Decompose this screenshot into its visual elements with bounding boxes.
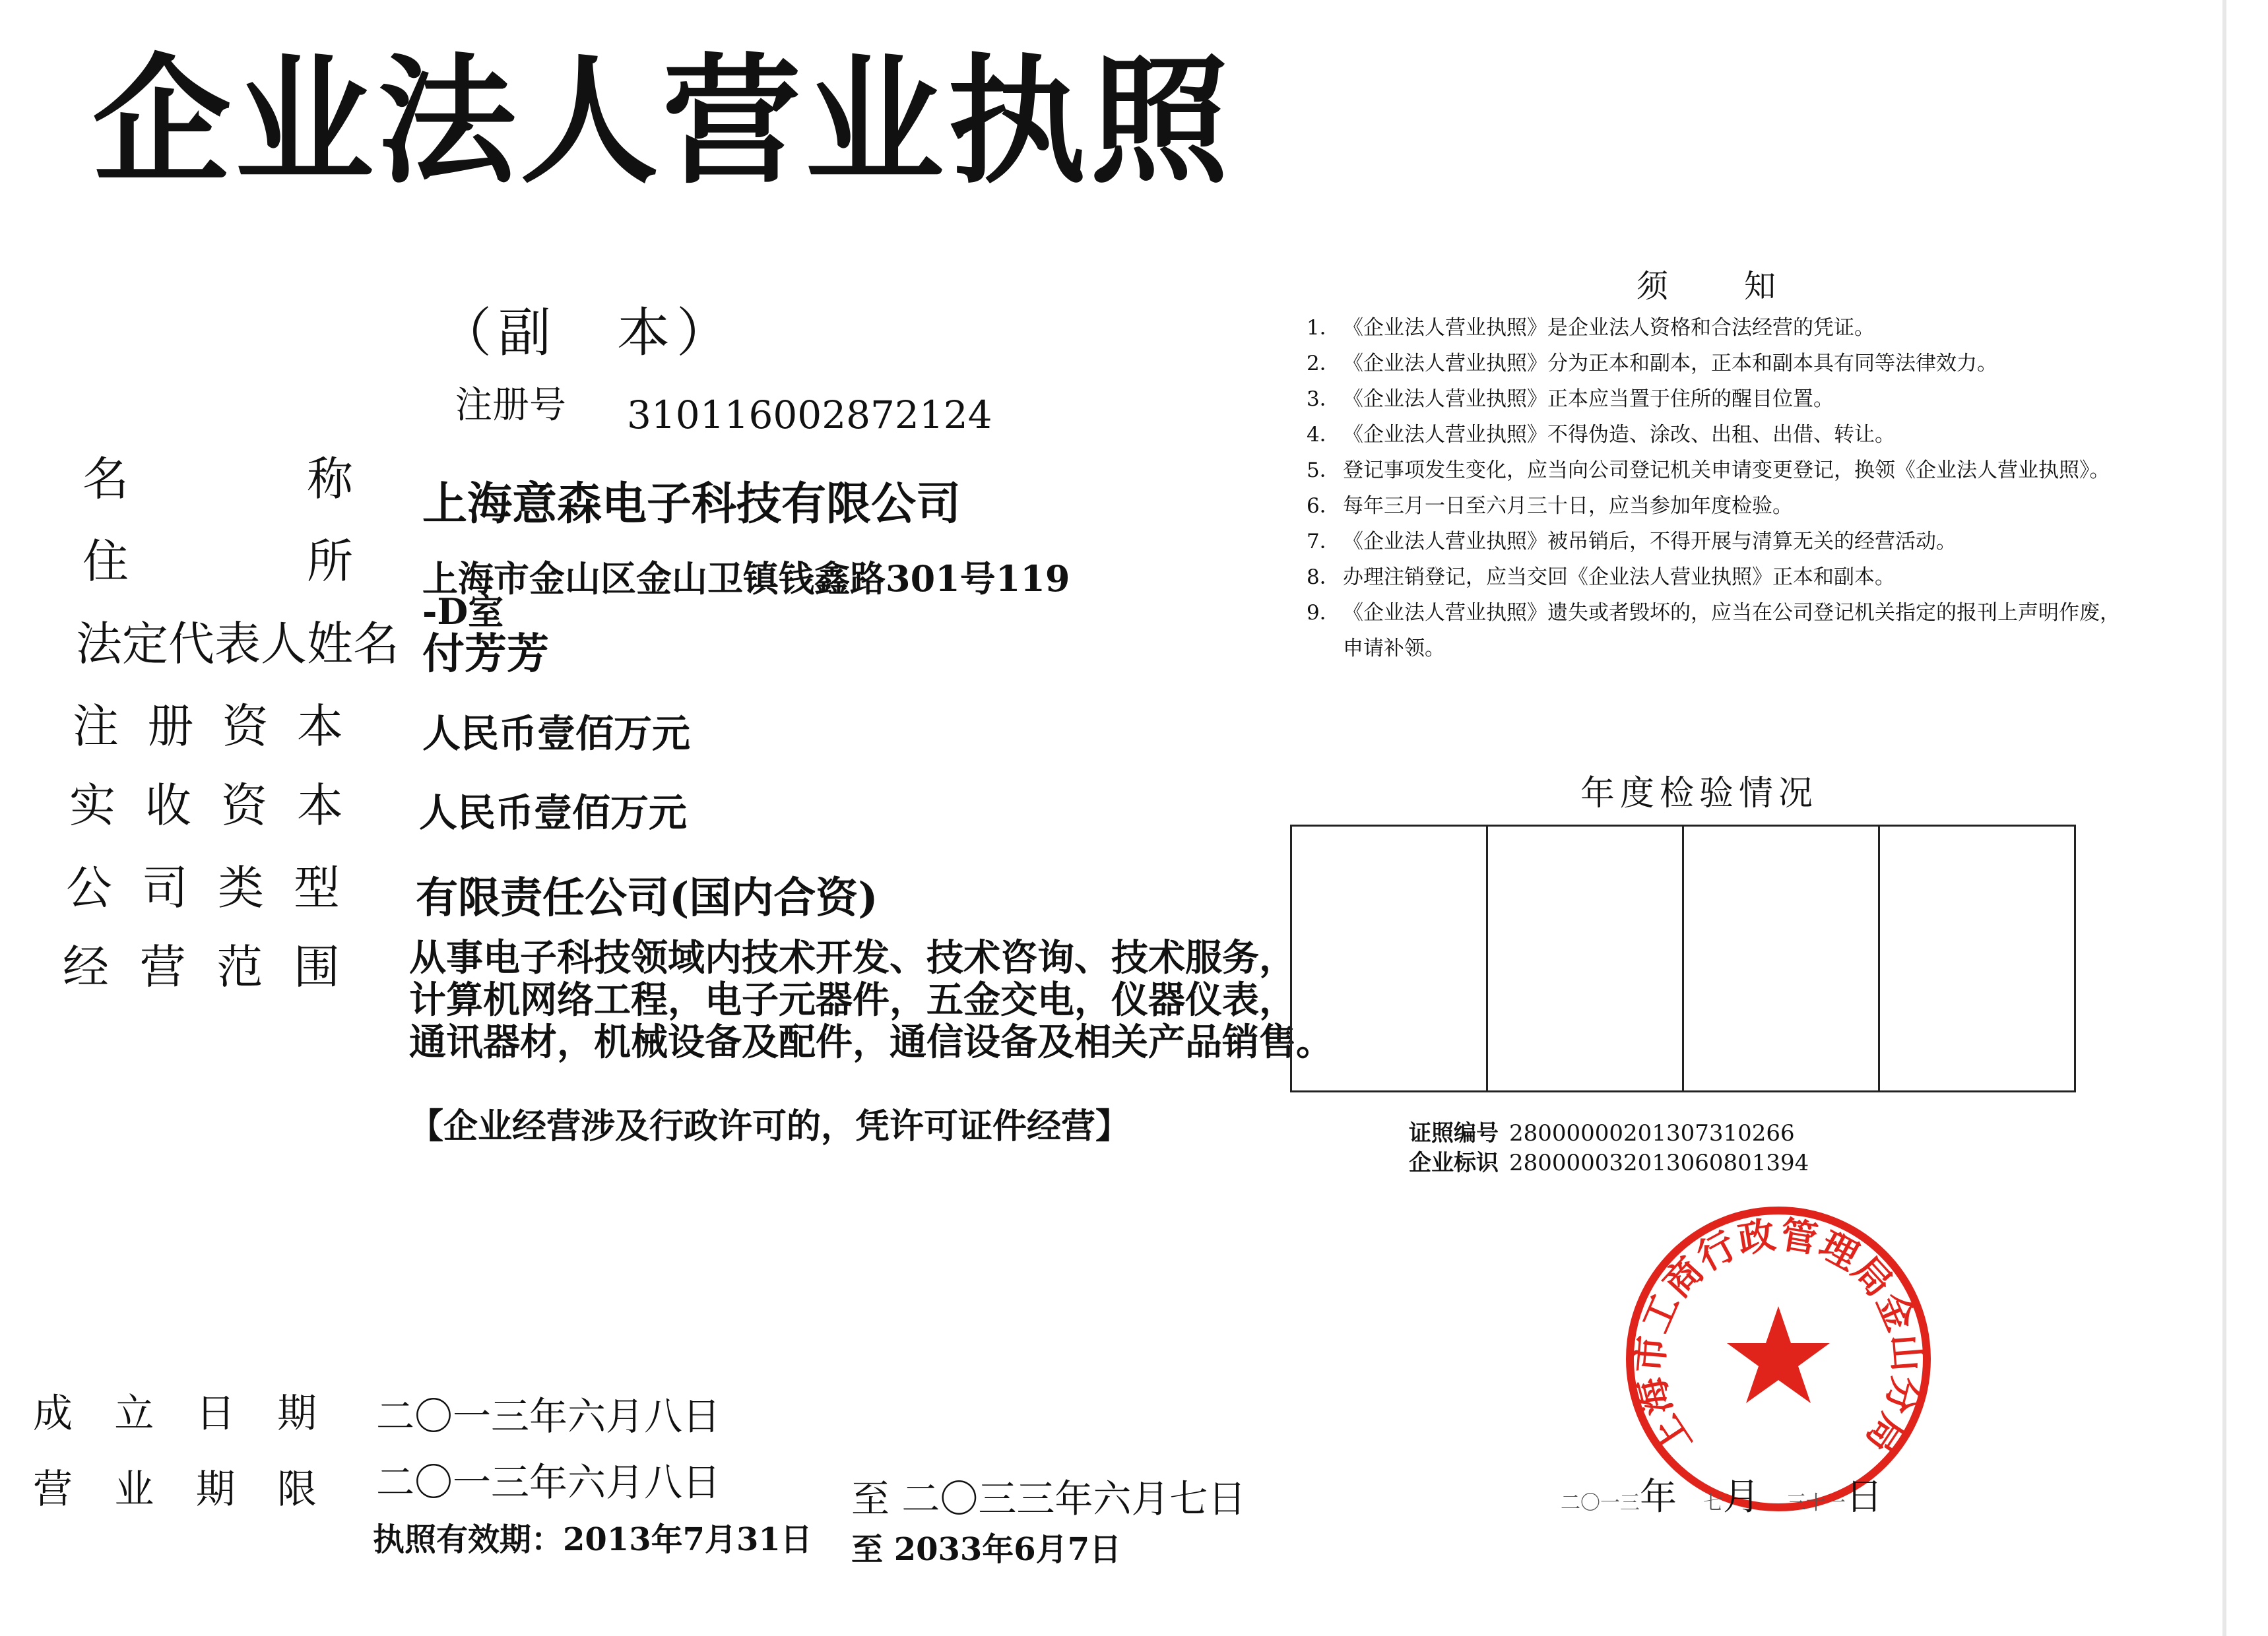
company-name: 上海意森电子科技有限公司	[422, 478, 961, 530]
notice-item	[1307, 346, 2131, 381]
registration-label: 注册号	[455, 384, 566, 427]
company-type: 有限责任公司(国内合资)	[416, 873, 878, 923]
notice-item-text: 《企业法人营业执照》遗失或者毁坏的，应当在公司登记机关指定的报刊上声明作废，申请补领。	[1343, 601, 2120, 660]
inspection-cell	[1684, 827, 1880, 1090]
notice-item-number: 5．	[1307, 458, 1340, 482]
license-note: 【企业经营涉及行政许可的，凭许可证件经营】	[409, 1106, 1130, 1147]
address-line-2: -D室	[422, 590, 504, 633]
address-label: 住 所	[82, 534, 353, 588]
annual-inspection-title: 年度检验情况	[1580, 774, 1819, 813]
notice-item-number: 2．	[1307, 352, 1340, 375]
term-from: 二〇一三年六月八日	[376, 1460, 721, 1505]
issue-year: 二〇一三	[1561, 1492, 1640, 1515]
notice-item	[1307, 417, 2131, 453]
copy-type: （副 本）	[439, 302, 736, 363]
enterprise-id: 28000003201306080139​4	[1509, 1150, 1809, 1176]
notice-item-text: 《企业法人营业执照》是企业法人资格和合法经营的凭证。	[1343, 316, 1875, 340]
business-scope-line: 通讯器材，机械设备及配件，通信设备及相关产品销售。	[409, 1021, 1333, 1064]
notice-item	[1307, 310, 2131, 346]
notice-item	[1307, 524, 2131, 559]
inspection-cell	[1292, 827, 1488, 1090]
issue-year-char: 年	[1640, 1476, 1677, 1519]
certificate-number-row	[1409, 1115, 1795, 1147]
notice-item	[1307, 381, 2131, 417]
issue-day-char: 日	[1846, 1476, 1883, 1519]
term-label: 营 业 期 限	[33, 1466, 317, 1513]
legal-rep-label: 法定代表人姓名	[76, 617, 399, 671]
issue-month-char: 月	[1723, 1476, 1760, 1519]
notice-item	[1307, 453, 2131, 488]
enterprise-id-label: 企业标识	[1409, 1150, 1499, 1176]
paid-capital: 人民币壹佰万元	[419, 790, 688, 835]
enterprise-id-row	[1409, 1145, 1809, 1177]
notice-item-text: 《企业法人营业执照》分为正本和副本，正本和副本具有同等法律效力。	[1343, 352, 1997, 375]
issue-month: 七	[1703, 1492, 1723, 1515]
business-scope-label: 经 营 范 围	[63, 940, 340, 994]
notice-item-text: 办理注销登记，应当交回《企业法人营业执照》正本和副本。	[1343, 565, 1895, 589]
notice-item	[1307, 595, 2131, 666]
star-icon	[1727, 1306, 1830, 1403]
seal-text: 上海市工商行政管理局金山分局	[1628, 1213, 1929, 1462]
business-scope-line: 计算机网络工程，电子元器件，五金交电，仪器仪表，	[409, 978, 1296, 1022]
validity-to: 至 2033年6月7日	[851, 1531, 1122, 1568]
registered-capital-label: 注 册 资 本	[73, 699, 343, 753]
notice-title	[1636, 261, 1852, 306]
notice-item-number: 4．	[1307, 423, 1340, 447]
registered-capital: 人民币壹佰万元	[422, 711, 691, 756]
legal-rep-name: 付芳芳	[422, 629, 549, 679]
business-scope	[409, 937, 1333, 1063]
name-label: 名 称	[82, 452, 353, 506]
scan-edge	[2222, 0, 2226, 1636]
notice-item-number: 1．	[1307, 316, 1340, 340]
inspection-cell	[1880, 827, 2074, 1090]
notice-item-number: 8．	[1307, 565, 1340, 589]
address-line-1: 上海市金山区金山卫镇钱鑫路301号119	[422, 557, 1070, 600]
annual-inspection-table	[1290, 825, 2076, 1092]
notice-item-text: 《企业法人营业执照》正本应当置于住所的醒目位置。	[1343, 387, 1834, 411]
notice-item-number: 7．	[1307, 530, 1340, 553]
issue-date	[1561, 1468, 1883, 1521]
notice-item-text: 《企业法人营业执照》不得伪造、涂改、出租、出借、转让。	[1343, 423, 1895, 447]
notice-item-number: 9．	[1307, 601, 1340, 625]
established-label: 成 立 日 期	[33, 1391, 317, 1437]
notice-title-char: 知	[1744, 268, 1776, 305]
notice-item-text: 登记事项发生变化，应当向公司登记机关申请变更登记，换领《企业法人营业执照》。	[1343, 458, 2110, 482]
business-scope-line: 从事电子科技领域内技术开发、技术咨询、技术服务，	[409, 936, 1296, 980]
validity-from: 执照有效期：2013年7月31日	[373, 1521, 812, 1558]
certificate-number-label: 证照编号	[1409, 1120, 1499, 1147]
notice-item-text: 每年三月一日至六月三十日，应当参加年度检验。	[1343, 494, 1793, 518]
notice-item	[1307, 488, 2131, 524]
notice-item-number: 3．	[1307, 387, 1340, 411]
notice-list	[1307, 310, 2131, 666]
established-date: 二〇一三年六月八日	[376, 1394, 721, 1439]
registration-number: 310116002872124	[627, 393, 992, 437]
term-to: 至 二〇三三年六月七日	[851, 1476, 1247, 1521]
notice-item	[1307, 559, 2131, 595]
inspection-cell	[1488, 827, 1684, 1090]
notice-title-char: 须	[1636, 268, 1669, 305]
company-type-label: 公 司 类 型	[66, 861, 340, 915]
paid-capital-label: 实 收 资 本	[69, 778, 343, 833]
certificate-number: 28000000201307310266	[1509, 1120, 1795, 1147]
document-title: 企业法人营业执照	[92, 41, 1233, 203]
notice-item-text: 《企业法人营业执照》被吊销后，不得开展与清算无关的经营活动。	[1343, 530, 1957, 553]
notice-item-number: 6．	[1307, 494, 1340, 518]
issue-day: 三十一	[1786, 1492, 1846, 1515]
